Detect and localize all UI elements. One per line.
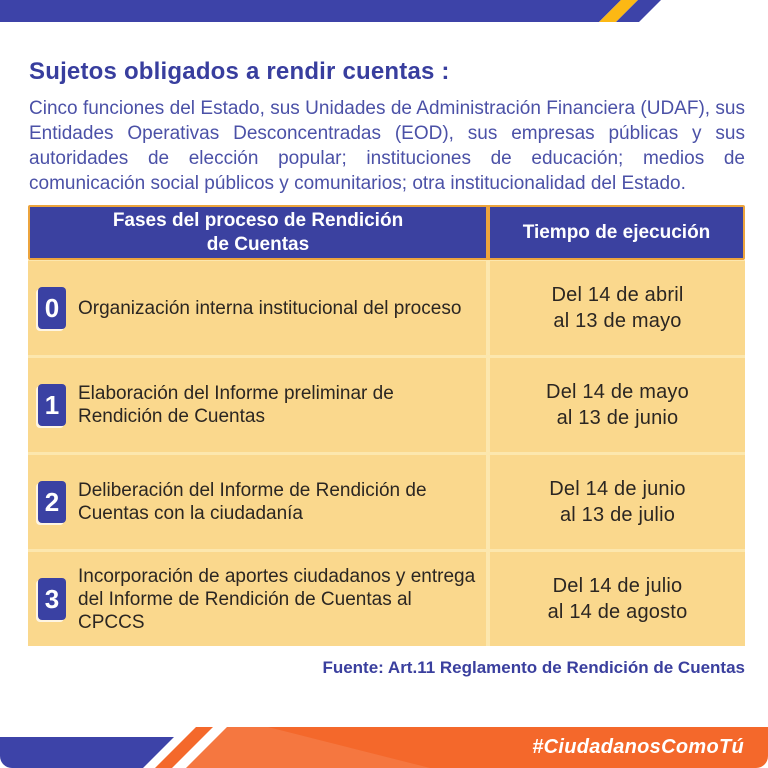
time-line1: Del 14 de julio — [552, 575, 683, 597]
time-cell — [490, 455, 745, 549]
table-header-phases-line1: Fases del proceso de Rendición — [112, 209, 404, 231]
phase-number-badge: 0 — [38, 287, 66, 329]
top-bar-blue-shape — [0, 0, 621, 22]
bottom-decorative-bar — [0, 727, 768, 768]
time-line1: Del 14 de abril — [551, 284, 684, 306]
table-body — [28, 260, 745, 646]
intro-paragraph: Cinco funciones del Estado, sus Unidades de Administración Financiera (UDAF), sus Entidades Operativas Desconcentradas (EOD), sus empresas públicas y sus autoridades de elección popular; instituciones de educación; medios de comunicación social públicos y comunitarios; otra institucionalidad del Estado. — [29, 98, 745, 194]
table-header-time-label: Tiempo de ejecución — [522, 221, 711, 243]
table-row — [28, 261, 745, 355]
phase-label: Deliberación del Informe de Rendición de Cuentas con la ciudadanía — [78, 480, 427, 524]
table-row — [28, 455, 745, 549]
content-area — [0, 58, 768, 678]
table-header-time — [490, 207, 743, 258]
phase-label: Incorporación de aportes ciudadanos y entrega del Informe de Rendición de Cuentas al CPCCS — [78, 565, 476, 633]
time-cell — [490, 358, 745, 452]
phase-cell — [28, 358, 486, 452]
phase-number-badge: 2 — [38, 481, 66, 523]
table-header-row — [28, 205, 745, 260]
table-header-phases-line2: de Cuentas — [206, 233, 310, 255]
top-decorative-bar — [0, 0, 768, 22]
table-header-phases — [30, 207, 486, 258]
page-title: Sujetos obligados a rendir cuentas : — [29, 58, 450, 85]
time-line2: al 14 de agosto — [547, 601, 688, 623]
time-line2: al 13 de junio — [556, 407, 679, 429]
phases-table — [28, 205, 745, 646]
phase-number-badge: 1 — [38, 384, 66, 426]
time-cell — [490, 552, 745, 646]
hashtag-label: #CiudadanosComoTú — [532, 736, 744, 758]
table-row — [28, 358, 745, 452]
phase-cell — [28, 455, 486, 549]
time-cell — [490, 261, 745, 355]
table-row — [28, 552, 745, 646]
time-line1: Del 14 de junio — [549, 478, 686, 500]
phase-label: Elaboración del Informe preliminar de Rendición de Cuentas — [78, 383, 394, 427]
time-line1: Del 14 de mayo — [546, 381, 689, 403]
bottom-bar-blue-shape — [0, 737, 174, 768]
phase-cell — [28, 552, 486, 646]
phase-number-badge: 3 — [38, 578, 66, 620]
source-note: Fuente: Art.11 Reglamento de Rendición de Cuentas — [322, 658, 745, 677]
time-line2: al 13 de mayo — [553, 310, 682, 332]
phase-cell — [28, 261, 486, 355]
phase-label: Organización interna institucional del proceso — [78, 297, 462, 319]
time-line2: al 13 de julio — [559, 504, 676, 526]
